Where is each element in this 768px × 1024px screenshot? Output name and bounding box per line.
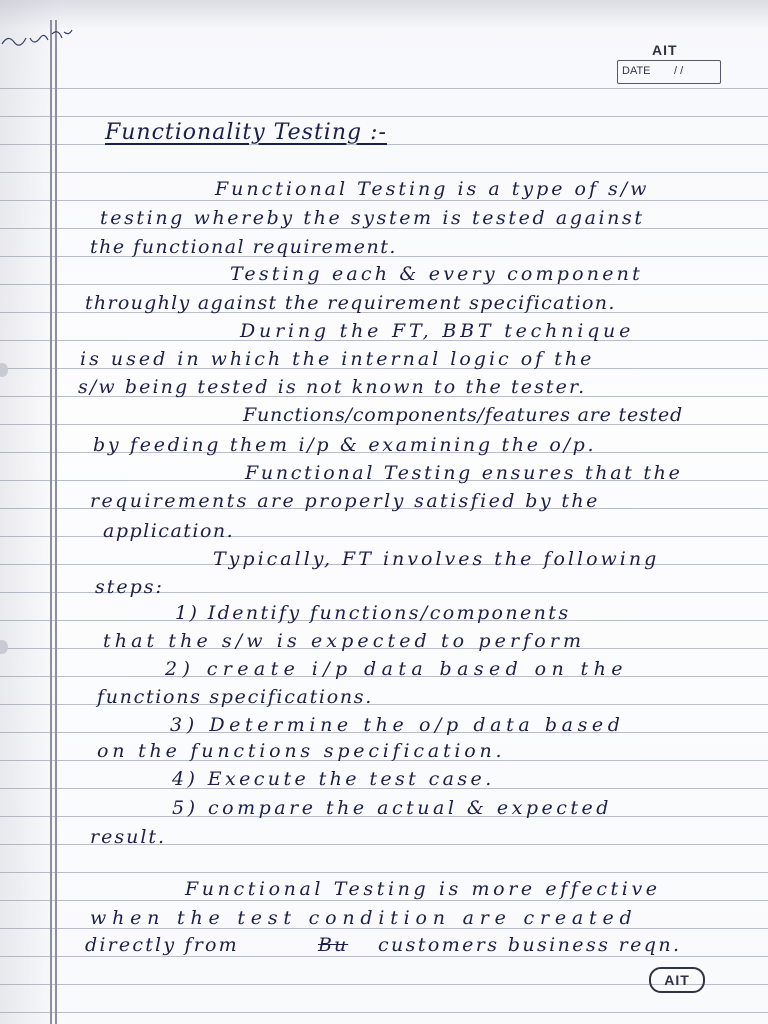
- rule-line: [0, 872, 768, 873]
- text-line: Testing each & every component: [230, 263, 643, 285]
- text-line: 4) Execute the test case.: [172, 768, 495, 790]
- text-line: Typically, FT involves the following: [213, 548, 660, 570]
- rule-line: [0, 200, 768, 201]
- text-line: on the functions specification.: [97, 740, 506, 762]
- text-line: 1) Identify functions/components: [175, 602, 571, 624]
- text-line: 2) create i/p data based on the: [165, 658, 628, 680]
- margin-line: [55, 20, 57, 1024]
- page-top-shadow: [0, 0, 768, 30]
- rule-line: [0, 88, 768, 89]
- rule-line: [0, 116, 768, 117]
- date-value: / /: [674, 65, 684, 77]
- text-line: 3) Determine the o/p data based: [170, 714, 625, 736]
- text-line: s/w being tested is not known to the tester.: [78, 376, 587, 398]
- rule-line: [0, 900, 768, 901]
- text-line: the functional requirement.: [90, 236, 397, 258]
- date-box: [617, 60, 721, 84]
- text-line: requirements are properly satisfied by the: [90, 490, 600, 512]
- corner-scribble: [0, 24, 90, 54]
- text-line: is used in which the internal logic of the: [80, 348, 595, 370]
- text-line: Functional Testing is a type of s/w: [215, 178, 650, 200]
- text-line: functions specifications.: [97, 686, 373, 708]
- text-line: result.: [90, 826, 167, 848]
- text-line: 5) compare the actual & expected: [172, 797, 612, 819]
- text-line: Functional Testing ensures that the: [245, 462, 683, 484]
- struck-text: Bu: [318, 934, 349, 956]
- ait-logo: AIT: [649, 967, 705, 993]
- text-line: testing whereby the system is tested against: [100, 207, 645, 229]
- text-line: steps:: [95, 576, 164, 598]
- text-line: Functions/components/features are tested: [243, 404, 683, 426]
- date-label: DATE: [622, 65, 651, 77]
- text-line: application.: [103, 520, 235, 542]
- rule-line: [0, 172, 768, 173]
- page-title: Functionality Testing :-: [105, 120, 387, 145]
- rule-line: [0, 1012, 768, 1013]
- rule-line: [0, 956, 768, 957]
- margin-line: [50, 20, 52, 1024]
- text-line: when the test condition are created: [90, 907, 638, 929]
- text-line: throughly against the requirement specification.: [85, 292, 616, 314]
- text-line: directly from: [85, 934, 239, 956]
- text-line: Functional Testing is more effective: [185, 878, 661, 900]
- text-line: that the s/w is expected to perform: [103, 630, 586, 652]
- text-line: customers business reqn.: [378, 934, 682, 956]
- brand-label: AIT: [652, 42, 678, 58]
- text-line: During the FT, BBT technique: [240, 320, 635, 342]
- text-line: by feeding them i/p & examining the o/p.: [93, 434, 597, 456]
